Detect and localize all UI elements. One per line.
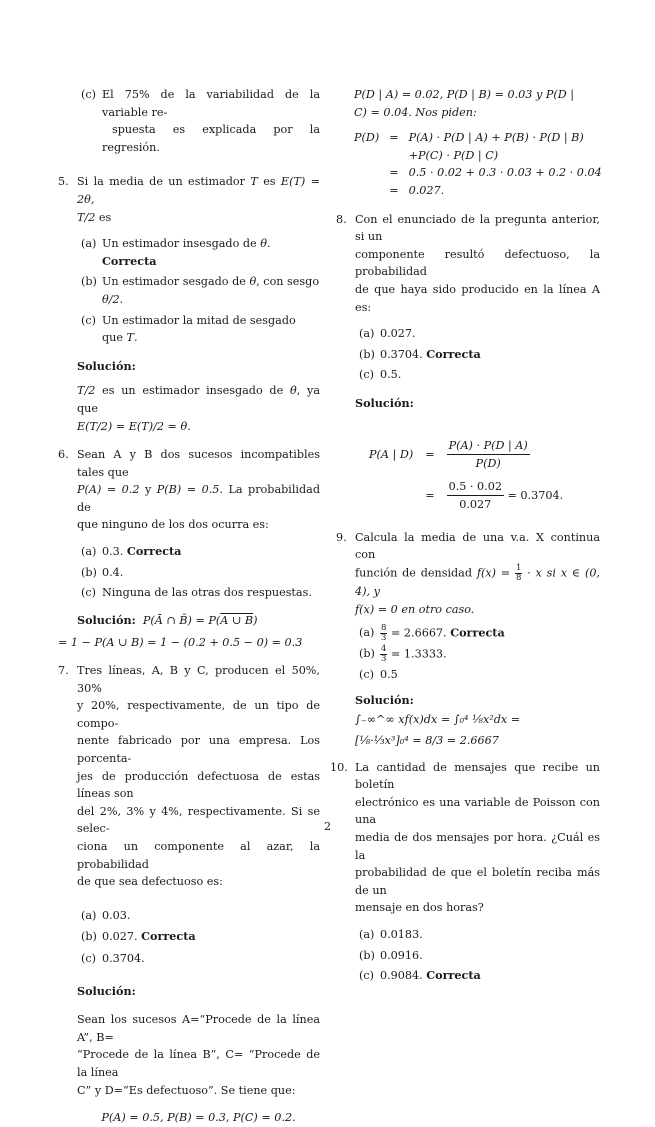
option-b — [355, 645, 600, 664]
option-a — [77, 543, 320, 561]
text: y — [139, 483, 157, 497]
fraction — [447, 478, 504, 514]
equation-result: = 0.3704. — [503, 488, 564, 502]
solution-text: C” y D=“Es defectuoso”. Se tiene que: — [77, 1083, 296, 1097]
fraction-numerator: 4 — [381, 644, 387, 655]
option-text: Un estimador sesgado de — [102, 275, 250, 289]
question-text — [77, 209, 320, 227]
math: θ — [289, 384, 297, 398]
question-text: ciona un componente al azar, la probabilidad — [77, 839, 320, 871]
option-label: (c) — [81, 88, 96, 101]
option-label: (c) — [81, 313, 96, 327]
options-list — [77, 907, 320, 968]
option-text: 0.5 — [380, 668, 398, 682]
option-text: 0.03. — [102, 908, 131, 922]
math: θ — [260, 237, 267, 251]
math: T — [250, 175, 258, 189]
option-c — [355, 366, 600, 384]
equation-rhs: P(A) · P(D | A) + P(B) · P(D | B) — [408, 131, 584, 145]
question-text: jes de producción defectuosa de estas líneas son — [77, 769, 320, 801]
option-label: (a) — [359, 927, 375, 941]
page-number: 2 — [323, 820, 332, 833]
fraction-numerator: P(A) · P(D | A) — [447, 437, 530, 456]
option-c — [77, 312, 320, 347]
correct-marker: Correcta — [426, 968, 481, 983]
option-text: 0.4. — [102, 565, 124, 579]
solution-text: Sean los sucesos A=“Procede de la línea A”, B= — [77, 1013, 320, 1044]
option-label: (b) — [359, 948, 375, 962]
question-6 — [58, 446, 320, 652]
question-5 — [58, 173, 320, 435]
solution-label: Solución: — [77, 983, 136, 998]
option-c — [355, 967, 600, 985]
math: T — [126, 331, 135, 345]
question-text: f(x) = 0 en otro caso. — [355, 602, 475, 616]
solution-text: P(D | A) = 0.02, P(D | B) = 0.03 y P(D | — [354, 88, 575, 101]
option-text: Ninguna de las otras dos respuestas. — [102, 586, 312, 600]
solution-label: Solución: — [77, 612, 136, 627]
option-label: (c) — [81, 951, 96, 965]
option-label: (a) — [81, 545, 97, 559]
equation-rel — [389, 147, 408, 165]
question-10 — [331, 759, 600, 985]
fraction-numerator: 0.5 · 0.02 — [447, 478, 504, 497]
solution-equation: P(A) = 0.5, P(B) = 0.3, P(C) = 0.2. — [101, 1111, 296, 1125]
options-list — [350, 926, 600, 985]
solution-text: “Procede de la línea B”, C= “Procede de la línea — [77, 1048, 320, 1079]
text: es — [95, 210, 112, 224]
option-text: 0.5. — [380, 368, 402, 382]
option-label: (b) — [359, 647, 375, 661]
equation-rhs: +P(C) · P(D | C) — [408, 148, 499, 162]
option-label: (b) — [81, 930, 97, 944]
option-text: = 2.6667. — [387, 626, 447, 640]
text: . — [134, 331, 138, 345]
option-b — [77, 564, 320, 582]
text: . La probabilidad de — [77, 483, 320, 514]
text: , con sesgo — [256, 275, 320, 289]
math: P(Ā ∩ B̄) = P( — [142, 613, 221, 627]
option-c — [355, 666, 600, 684]
question-7 — [58, 662, 320, 1127]
solution-text: = 1 − P(A ∪ B) = 1 − (0.2 + 0.5 − 0) = 0.3 — [58, 636, 303, 650]
question-9 — [336, 529, 600, 750]
math: T/2 — [77, 384, 96, 398]
equation-array — [354, 129, 602, 199]
question-text: media de dos mensajes por hora. ¿Cuál es la — [355, 831, 600, 862]
bayes-equation — [369, 435, 563, 517]
fraction-denominator: 8 — [515, 573, 522, 584]
equation-rhs: 0.5 · 0.02 + 0.3 · 0.03 + 0.2 · 0.04 — [408, 166, 602, 180]
option-label: (c) — [81, 586, 96, 600]
fraction — [447, 437, 530, 473]
text: , ya que — [77, 384, 320, 415]
question-number: 8. — [336, 212, 347, 226]
solution-text: C) = 0.04. Nos piden: — [354, 105, 477, 119]
question-text — [77, 173, 320, 208]
question-number: 6. — [58, 448, 69, 462]
math: P(A) = 0.2 — [77, 483, 140, 497]
solution-label: Solución: — [77, 358, 136, 373]
option-label: (b) — [81, 565, 97, 579]
left-column — [58, 86, 320, 1127]
option-text: Un estimador la mitad de sesgado que — [102, 313, 296, 345]
fraction-denominator: 3 — [381, 654, 387, 665]
question-text: de que sea defectuoso es: — [77, 875, 223, 889]
question-text: probabilidad de que el boletín reciba más de un — [355, 866, 600, 897]
question-text: mensaje en dos horas? — [355, 901, 484, 915]
solution-line — [77, 612, 320, 630]
option-text: 0.3704. — [380, 347, 423, 361]
question-text: y 20%, respectivamente, de un tipo de compo- — [77, 699, 320, 730]
solution-body — [77, 1011, 320, 1127]
option-text: 0.027. — [380, 327, 416, 341]
question-text: de que haya sido producido en la línea A es: — [355, 282, 600, 314]
option-text-line: spuesta es explicada por la regresión. — [102, 123, 320, 154]
equation-lhs: P(D) — [354, 131, 380, 145]
correct-marker: Correcta — [450, 625, 505, 640]
options-list — [77, 235, 320, 347]
text: función de densidad — [355, 566, 477, 580]
question-text: Tres líneas, A, B y C, producen el 50%, 30% — [77, 664, 320, 695]
solution-text: ∫₋∞^∞ xf(x)dx = ∫₀⁴ ⅛x²dx = — [355, 713, 521, 727]
option-label: (c) — [359, 969, 374, 983]
equation-rel: = — [425, 447, 435, 461]
fraction-denominator: P(D) — [475, 457, 501, 471]
option-text: 0.027. — [102, 930, 138, 944]
text: es un estimador insesgado de — [95, 384, 290, 398]
math: · x si x ∈ (0, 4), y — [355, 566, 600, 599]
math: θ/2 — [102, 292, 120, 306]
option-label: (a) — [81, 237, 97, 251]
math: ) — [253, 613, 258, 627]
math: P(B) = 0.5 — [156, 483, 220, 497]
math: f(x) = — [476, 566, 515, 580]
correct-marker: Correcta — [141, 929, 196, 944]
question-text: componente resultó defectuoso, la probabilidad — [355, 247, 600, 279]
question-text — [77, 481, 320, 516]
fraction-denominator: 0.027 — [459, 498, 492, 512]
right-column — [330, 86, 602, 985]
option-label: (a) — [359, 626, 375, 640]
options-list — [355, 624, 600, 684]
question-text: del 2%, 3% y 4%, respectivamente. Si se selec- — [77, 804, 320, 836]
correct-marker: Correcta — [426, 346, 481, 361]
option-text-line: El 75% de la variabilidad de la variable re- — [102, 88, 320, 119]
question-text: electrónico es una variable de Poisson con una — [355, 795, 600, 827]
option-a — [77, 907, 320, 925]
question-number: 5. — [58, 175, 69, 189]
equation-rel: = — [389, 166, 399, 180]
text: . — [119, 292, 124, 306]
question-text: Sean A y B dos sucesos incompatibles tales que — [77, 448, 320, 479]
option-text: 0.3704. — [102, 951, 145, 965]
option-b — [77, 273, 320, 308]
solution-label: Solución: — [355, 395, 414, 410]
question-number: 10. — [330, 760, 348, 774]
option-label: (b) — [81, 275, 97, 289]
question-text: nente fabricado por una empresa. Los porcenta- — [77, 734, 320, 765]
option-a — [355, 926, 600, 944]
option-b — [77, 928, 320, 946]
equation-lhs: P(A | D) — [369, 447, 414, 461]
math: A ∪ B — [220, 613, 254, 627]
question-number: 9. — [336, 530, 347, 544]
option-text: 0.0183. — [380, 927, 423, 941]
equation-rel: = — [389, 183, 399, 197]
solution-text — [77, 382, 320, 417]
text: es — [257, 175, 281, 189]
fraction-numerator: 8 — [381, 623, 387, 634]
option-label: (a) — [81, 908, 97, 922]
text: Si la media de un estimador — [77, 175, 251, 189]
q4-option-c — [77, 86, 320, 156]
question-text: que ninguno de los dos ocurra es: — [77, 518, 269, 532]
math: E(T) = 2θ, — [77, 175, 320, 206]
question-text: Calcula la media de una v.a. X continua con — [355, 530, 600, 562]
option-text: Un estimador insesgado de — [102, 237, 261, 251]
option-c — [77, 584, 320, 602]
equation-rel: = — [389, 131, 399, 145]
question-7-continuation — [336, 86, 600, 200]
option-label: (c) — [359, 668, 374, 682]
option-text: 0.3. — [102, 545, 124, 559]
option-text: 0.9084. — [380, 969, 423, 983]
option-a — [355, 325, 600, 343]
question-8 — [336, 211, 600, 517]
option-label: (c) — [359, 368, 374, 382]
correct-marker: Correcta — [126, 544, 182, 559]
question-text — [355, 564, 600, 601]
option-a — [355, 624, 600, 643]
option-text: 0.0916. — [380, 948, 423, 962]
option-a — [77, 235, 320, 270]
option-b — [355, 947, 600, 965]
solution-text: E(T/2) = E(T)/2 = θ. — [77, 419, 191, 433]
fraction-denominator: 3 — [381, 633, 387, 644]
options-list — [77, 543, 320, 602]
solution-text: [⅛·⅓x³]₀⁴ = 8/3 = 2.6667 — [355, 734, 499, 748]
option-b — [355, 346, 600, 364]
math: θ — [249, 275, 257, 289]
math: T/2 — [77, 210, 96, 224]
question-number: 7. — [58, 664, 69, 678]
question-text: La cantidad de mensajes que recibe un boletín — [355, 760, 600, 792]
solution-label: Solución: — [355, 692, 414, 707]
fraction-numerator: 1 — [515, 563, 522, 574]
equation-rhs: 0.027. — [408, 183, 445, 197]
option-text: = 1.3333. — [387, 647, 447, 661]
question-text: Con el enunciado de la pregunta anterior, si un — [355, 212, 600, 244]
option-label: (b) — [359, 347, 375, 361]
equation-rel: = — [425, 488, 435, 502]
text: . — [266, 237, 271, 251]
option-label: (a) — [359, 327, 375, 341]
correct-marker: Correcta — [102, 253, 157, 268]
options-list — [355, 325, 600, 384]
option-c — [77, 950, 320, 968]
